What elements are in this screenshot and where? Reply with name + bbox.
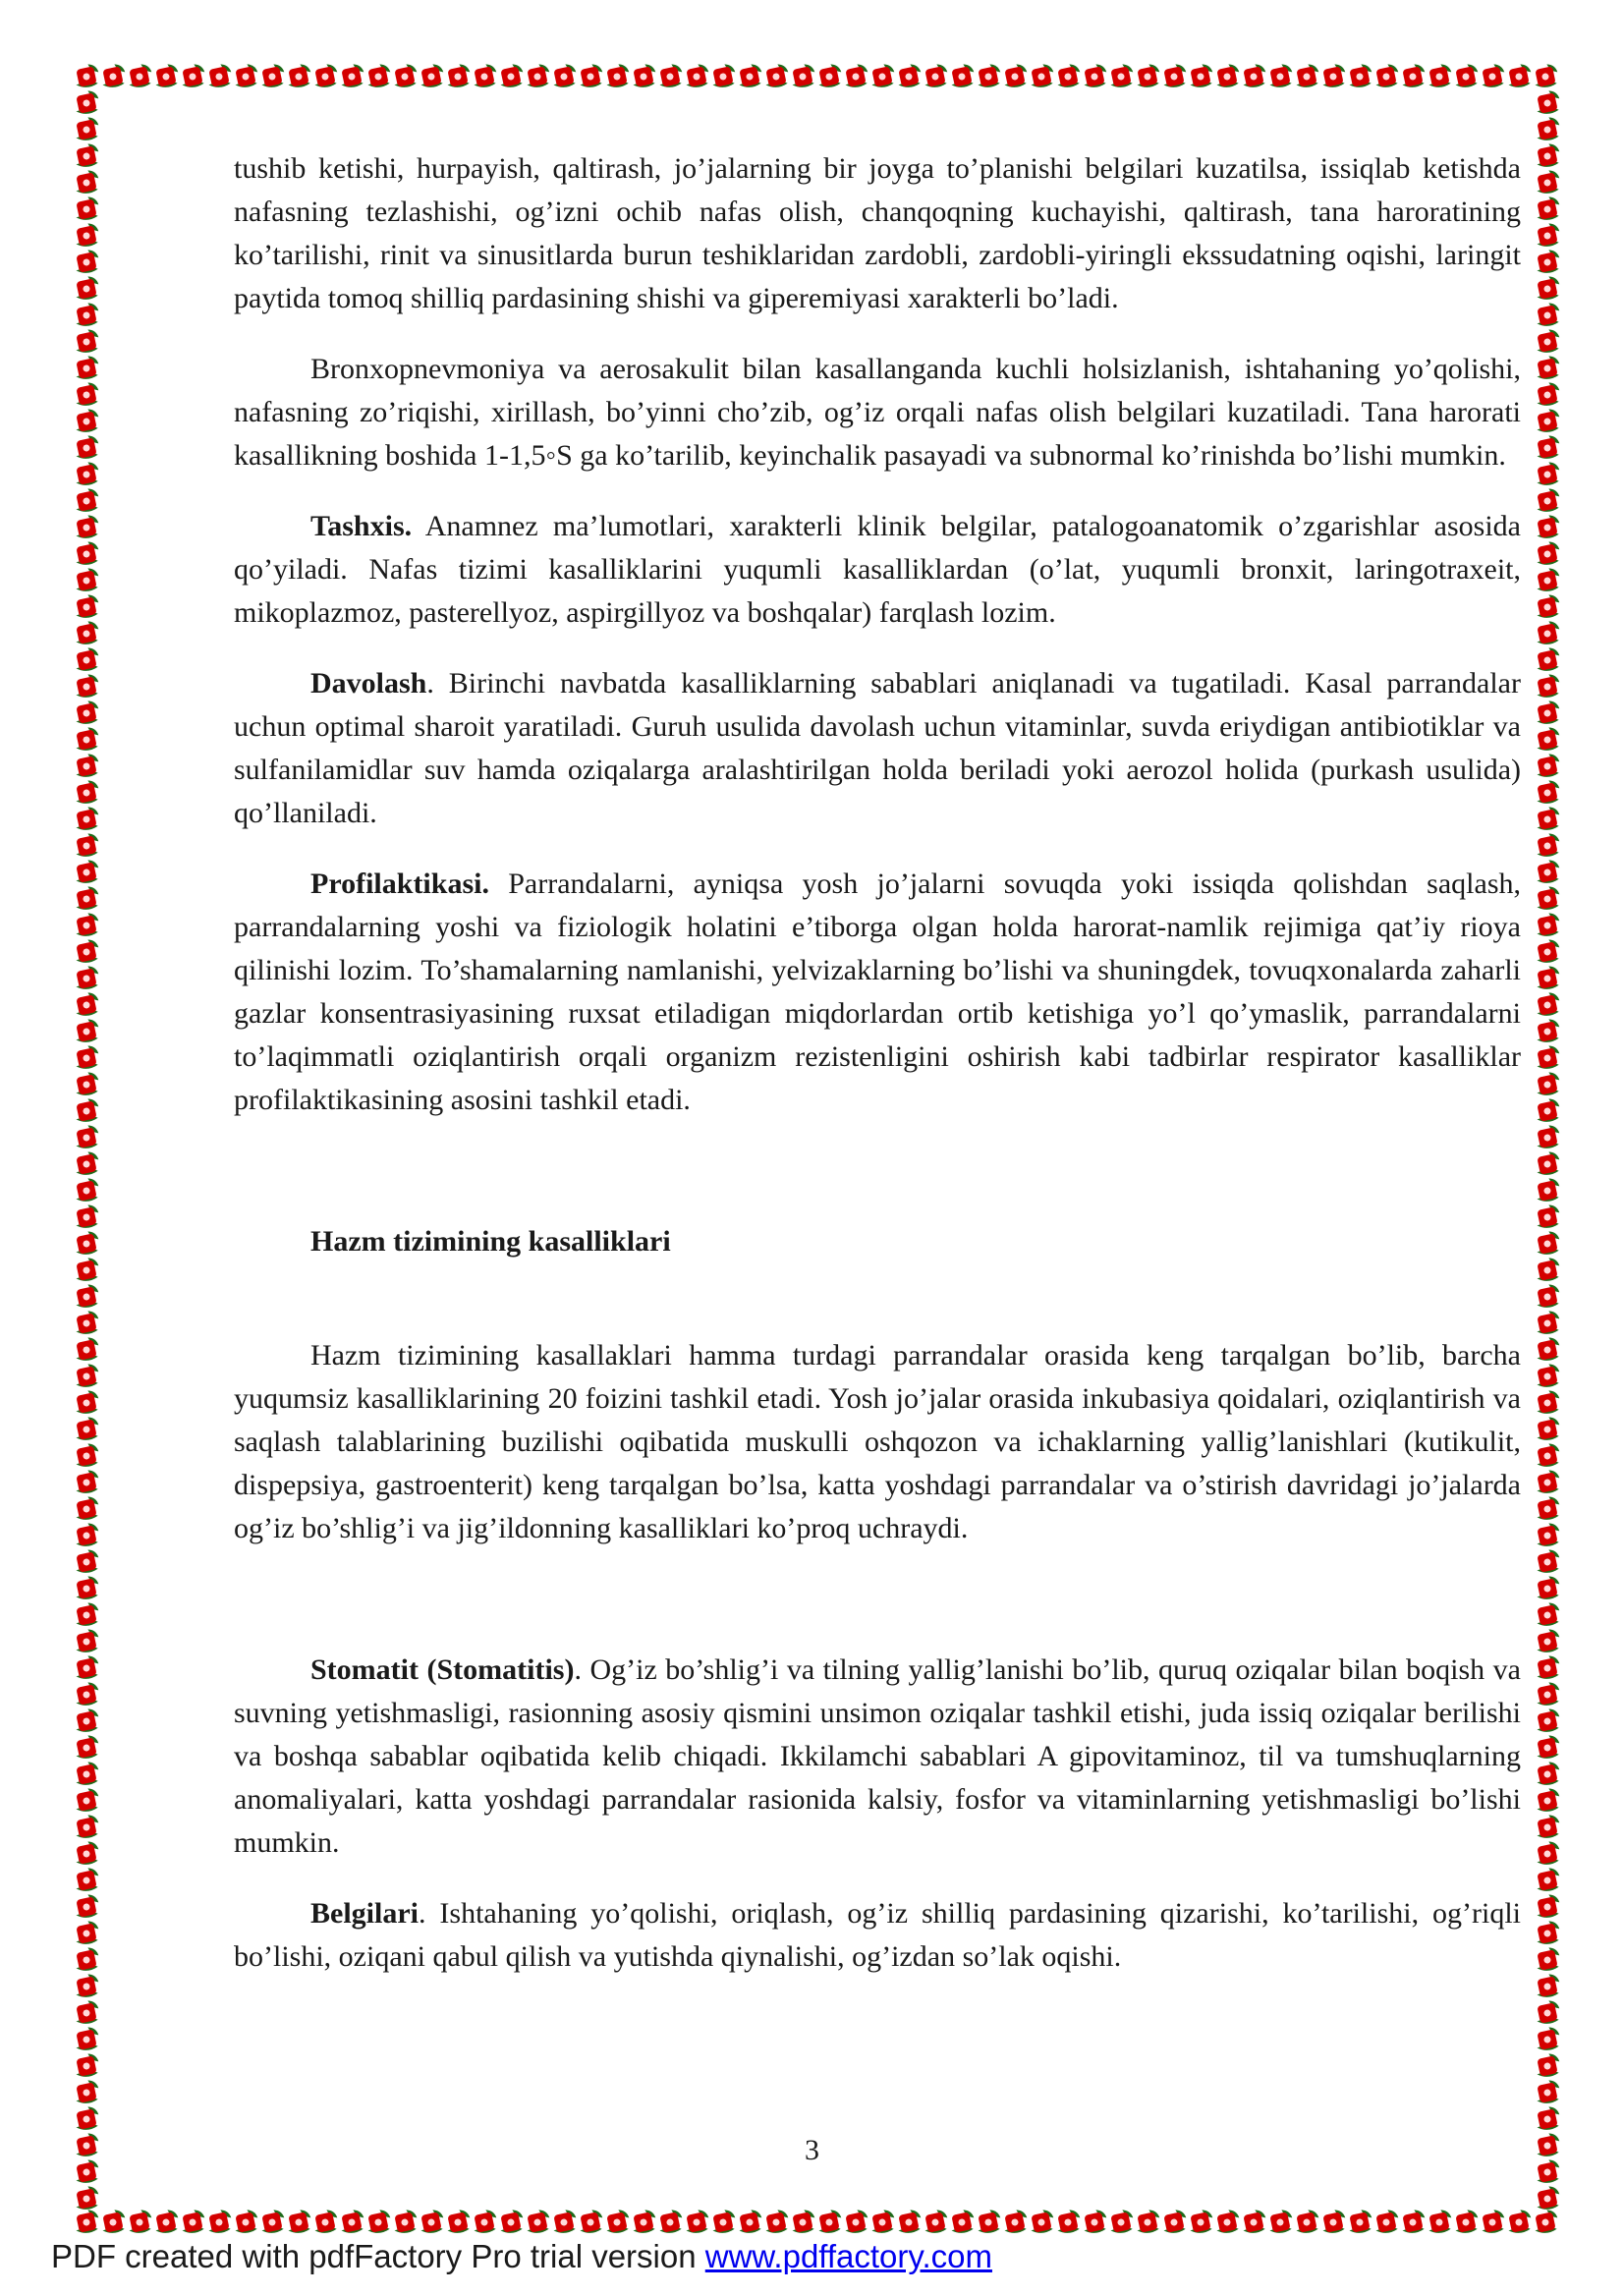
red-flower-icon xyxy=(444,2209,473,2236)
red-flower-icon xyxy=(1479,63,1507,90)
red-flower-icon xyxy=(1452,63,1481,90)
red-flower-icon xyxy=(1534,938,1562,966)
red-flower-icon xyxy=(73,540,101,568)
red-flower-icon xyxy=(630,2209,658,2236)
red-flower-icon xyxy=(1534,1018,1562,1045)
red-flower-icon xyxy=(1534,1283,1562,1311)
red-flower-icon xyxy=(73,1336,101,1364)
red-flower-icon xyxy=(1534,1601,1562,1629)
red-flower-icon xyxy=(1534,1761,1562,1788)
red-flower-icon xyxy=(73,1548,101,1576)
red-flower-icon xyxy=(789,2209,817,2236)
red-flower-icon xyxy=(1534,620,1562,647)
red-flower-icon xyxy=(1534,1522,1562,1549)
red-flower-icon xyxy=(73,1442,101,1470)
red-flower-icon xyxy=(497,63,526,90)
red-flower-icon xyxy=(73,1708,101,1735)
red-flower-icon xyxy=(73,1097,101,1125)
red-flower-icon xyxy=(391,2209,420,2236)
red-flower-icon xyxy=(1213,63,1242,90)
footer-link[interactable]: www.pdffactory.com xyxy=(704,2238,992,2274)
red-flower-icon xyxy=(179,63,207,90)
pdf-footer xyxy=(51,2238,992,2275)
red-flower-icon xyxy=(285,63,313,90)
red-flower-icon xyxy=(1240,63,1268,90)
red-flower-icon xyxy=(1534,169,1562,196)
red-flower-icon xyxy=(603,63,632,90)
red-flower-icon xyxy=(73,1044,101,1072)
red-flower-icon xyxy=(577,2209,605,2236)
red-flower-icon xyxy=(205,2209,234,2236)
red-flower-icon xyxy=(1505,2209,1534,2236)
red-flower-icon xyxy=(73,2185,101,2212)
red-flower-icon xyxy=(1160,2209,1189,2236)
red-flower-icon xyxy=(1534,1840,1562,1868)
red-flower-icon xyxy=(1534,487,1562,515)
red-flower-icon xyxy=(1534,142,1562,170)
red-flower-icon xyxy=(73,885,101,913)
red-flower-icon xyxy=(550,2209,579,2236)
red-flower-icon xyxy=(1534,2052,1562,2080)
red-flower-icon xyxy=(73,1177,101,1204)
red-flower-icon xyxy=(1534,1495,1562,1523)
red-flower-icon xyxy=(895,2209,924,2236)
red-flower-icon xyxy=(975,63,1003,90)
red-flower-icon xyxy=(73,1018,101,1045)
red-flower-icon xyxy=(73,593,101,621)
red-flower-icon xyxy=(1534,646,1562,674)
red-flower-icon xyxy=(1534,222,1562,250)
red-flower-icon xyxy=(842,63,870,90)
paragraph-profilaktikasi: Profilaktikasi. Parrandalarni, ayniqsa yosh jo’jalarni sovuqda yoki issiqda qolishdan saqlash, parrandalarning yoshi va fiziologik holatini e’tiborga olgan holda harorat-namlik rejimiga qat’iy rioya qilinishi lozim. To’shamalarning namlanishi, yelvizaklarning bo’lishi va shuningdek, tovuqxonalarda zaharli gazlar konsentrasiyasining ruxsat etiladigan miqdorlardan ortib ketishiga yo’l qo’ymaslik, parrandalarni to’laqimmatli oziqlantirish orqali organizm rezistenligini oshirish kabi tadbirlar respirator kasalliklar profilaktikasining asosini tashkil etadi. xyxy=(234,868,1521,1116)
red-flower-icon xyxy=(73,222,101,250)
red-flower-icon xyxy=(258,2209,287,2236)
red-flower-icon xyxy=(73,1973,101,2000)
red-flower-icon xyxy=(1534,434,1562,462)
red-flower-icon xyxy=(418,2209,446,2236)
red-flower-icon xyxy=(1534,1548,1562,1576)
red-flower-icon xyxy=(1534,275,1562,303)
red-flower-icon xyxy=(1534,116,1562,143)
red-flower-icon xyxy=(1266,2209,1295,2236)
red-flower-icon xyxy=(73,249,101,276)
red-flower-icon xyxy=(683,2209,711,2236)
red-flower-icon xyxy=(232,2209,260,2236)
red-flower-icon xyxy=(73,2026,101,2053)
red-flower-icon xyxy=(815,2209,844,2236)
red-flower-icon xyxy=(73,567,101,594)
paragraph-stomatit: Stomatit (Stomatitis). Og’iz bo’shlig’i va tilning yallig’lanishi bo’lib, quruq oziqalar bilan boqish va suvning yetishmasligi, rasionning asosiy qismini unsimon oziqalar tashkil etishi, juda issiq oziqalar berilishi va boshqa sabablar oqibatida kelib chiqadi. Ikkilamchi sabablari A gipovitaminoz, til va tumshuqlarning anomaliyalari, katta yoshdagi parrandalar rasionida kalsiy, fosfor va vitaminlarning yetishmasligi bo’lishi mumkin. xyxy=(234,1653,1521,1859)
red-flower-icon xyxy=(73,89,101,117)
red-flower-icon xyxy=(1426,63,1454,90)
red-flower-icon xyxy=(1319,2209,1348,2236)
red-flower-icon xyxy=(73,1734,101,1762)
red-flower-icon xyxy=(73,1575,101,1602)
red-flower-icon xyxy=(73,434,101,462)
red-flower-icon xyxy=(73,938,101,966)
red-flower-icon xyxy=(1187,2209,1215,2236)
red-flower-icon xyxy=(73,726,101,754)
red-flower-icon xyxy=(73,620,101,647)
red-flower-icon xyxy=(73,1230,101,1258)
red-flower-icon xyxy=(524,2209,552,2236)
lead-davolash: Davolash xyxy=(310,667,427,700)
red-flower-icon xyxy=(975,2209,1003,2236)
red-flower-icon xyxy=(1399,2209,1428,2236)
red-flower-icon xyxy=(1534,832,1562,860)
red-flower-icon xyxy=(922,2209,950,2236)
section-heading: Hazm tizimining kasalliklari xyxy=(310,1225,671,1258)
red-flower-icon xyxy=(709,63,738,90)
red-flower-icon xyxy=(1534,1814,1562,1841)
red-flower-icon xyxy=(73,63,101,90)
red-flower-icon xyxy=(391,63,420,90)
red-flower-icon xyxy=(73,1150,101,1178)
document-body xyxy=(234,147,1521,2006)
red-flower-icon xyxy=(1534,540,1562,568)
red-flower-icon xyxy=(1534,2185,1562,2212)
red-flower-icon xyxy=(285,2209,313,2236)
red-flower-icon xyxy=(1534,1044,1562,1072)
red-flower-icon xyxy=(1534,89,1562,117)
red-flower-icon xyxy=(1134,63,1162,90)
red-flower-icon xyxy=(73,142,101,170)
red-flower-icon xyxy=(1534,1363,1562,1390)
red-flower-icon xyxy=(1534,2026,1562,2053)
red-flower-icon xyxy=(73,2052,101,2080)
red-flower-icon xyxy=(656,2209,685,2236)
red-flower-icon xyxy=(126,2209,154,2236)
red-flower-icon xyxy=(1534,196,1562,223)
red-flower-icon xyxy=(311,63,340,90)
red-flower-icon xyxy=(73,1787,101,1815)
red-flower-icon xyxy=(1452,2209,1481,2236)
red-flower-icon xyxy=(1160,63,1189,90)
red-flower-icon xyxy=(1534,1310,1562,1337)
red-flower-icon xyxy=(1534,1999,1562,2027)
red-flower-icon xyxy=(736,63,764,90)
red-flower-icon xyxy=(1534,1708,1562,1735)
red-flower-icon xyxy=(152,63,181,90)
red-flower-icon xyxy=(1534,1336,1562,1364)
red-flower-icon xyxy=(1534,1946,1562,1974)
red-flower-icon xyxy=(550,63,579,90)
red-flower-icon xyxy=(99,2209,128,2236)
red-flower-icon xyxy=(1534,1787,1562,1815)
red-flower-icon xyxy=(73,461,101,488)
red-flower-icon xyxy=(73,355,101,382)
red-flower-icon xyxy=(73,1761,101,1788)
red-flower-icon xyxy=(73,1654,101,1682)
red-flower-icon xyxy=(1534,2079,1562,2106)
red-flower-icon xyxy=(1372,2209,1401,2236)
red-flower-icon xyxy=(1534,1893,1562,1921)
red-flower-icon xyxy=(73,1283,101,1311)
red-flower-icon xyxy=(126,63,154,90)
red-flower-icon xyxy=(1134,2209,1162,2236)
red-flower-icon xyxy=(1534,408,1562,435)
red-flower-icon xyxy=(73,196,101,223)
red-flower-icon xyxy=(73,753,101,780)
red-flower-icon xyxy=(1319,63,1348,90)
red-flower-icon xyxy=(1534,806,1562,833)
red-flower-icon xyxy=(205,63,234,90)
red-flower-icon xyxy=(73,646,101,674)
red-flower-icon xyxy=(1534,885,1562,913)
red-flower-icon xyxy=(1534,1177,1562,1204)
red-flower-icon xyxy=(1054,2209,1083,2236)
red-flower-icon xyxy=(73,116,101,143)
red-flower-icon xyxy=(73,965,101,992)
red-flower-icon xyxy=(1534,1973,1562,2000)
red-flower-icon xyxy=(709,2209,738,2236)
red-flower-icon xyxy=(364,2209,393,2236)
red-flower-icon xyxy=(73,275,101,303)
red-flower-icon xyxy=(444,63,473,90)
red-flower-icon xyxy=(73,1416,101,1443)
red-flower-icon xyxy=(1534,249,1562,276)
lead-belgilari: Belgilari xyxy=(310,1897,419,1930)
red-flower-icon xyxy=(1534,1389,1562,1417)
red-flower-icon xyxy=(1534,1150,1562,1178)
red-flower-icon xyxy=(471,2209,499,2236)
red-flower-icon xyxy=(1534,1124,1562,1151)
red-flower-icon xyxy=(73,2209,101,2236)
red-flower-icon xyxy=(1534,673,1562,700)
red-flower-icon xyxy=(1534,461,1562,488)
red-flower-icon xyxy=(73,859,101,886)
red-flower-icon xyxy=(338,2209,366,2236)
red-flower-icon xyxy=(1187,63,1215,90)
red-flower-icon xyxy=(73,1124,101,1151)
red-flower-icon xyxy=(73,1601,101,1629)
red-flower-icon xyxy=(1266,63,1295,90)
red-flower-icon xyxy=(1534,328,1562,356)
red-flower-icon xyxy=(1534,1920,1562,1947)
red-flower-icon xyxy=(73,1681,101,1708)
red-flower-icon xyxy=(1346,2209,1374,2236)
red-flower-icon xyxy=(73,1867,101,1894)
red-flower-icon xyxy=(73,673,101,700)
red-flower-icon xyxy=(1534,302,1562,329)
red-flower-icon xyxy=(1534,1734,1562,1762)
red-flower-icon xyxy=(338,63,366,90)
red-flower-icon xyxy=(1534,965,1562,992)
red-flower-icon xyxy=(603,2209,632,2236)
red-flower-icon xyxy=(73,832,101,860)
red-flower-icon xyxy=(762,63,791,90)
red-flower-icon xyxy=(73,1999,101,2027)
red-flower-icon xyxy=(1001,2209,1030,2236)
red-flower-icon xyxy=(471,63,499,90)
red-flower-icon xyxy=(1028,2209,1056,2236)
red-flower-icon xyxy=(1534,1681,1562,1708)
red-flower-icon xyxy=(868,63,897,90)
red-flower-icon xyxy=(418,63,446,90)
red-flower-icon xyxy=(152,2209,181,2236)
red-flower-icon xyxy=(73,1946,101,1974)
red-flower-icon xyxy=(1240,2209,1268,2236)
red-flower-icon xyxy=(1532,63,1560,90)
red-flower-icon xyxy=(73,1389,101,1417)
red-flower-icon xyxy=(1426,2209,1454,2236)
red-flower-icon xyxy=(73,1204,101,1231)
red-flower-icon xyxy=(99,63,128,90)
red-flower-icon xyxy=(73,1628,101,1655)
red-flower-icon xyxy=(1081,63,1109,90)
red-flower-icon xyxy=(922,63,950,90)
red-flower-icon xyxy=(948,63,977,90)
red-flower-icon xyxy=(1534,593,1562,621)
red-flower-icon xyxy=(73,1920,101,1947)
red-flower-icon xyxy=(1293,2209,1321,2236)
red-flower-icon xyxy=(73,381,101,409)
red-flower-icon xyxy=(73,991,101,1019)
red-flower-icon xyxy=(948,2209,977,2236)
red-flower-icon xyxy=(311,2209,340,2236)
red-flower-icon xyxy=(232,63,260,90)
red-flower-icon xyxy=(73,1840,101,1868)
red-flower-icon xyxy=(1534,1071,1562,1098)
paragraph-hazm: Hazm tizimining kasallaklari hamma turdagi parrandalar orasida keng tarqalgan bo’lib, barcha yuqumsiz kasalliklarining 20 foizini tashkil etadi. Yosh jo’jalar orasida inkubasiya qoidalari, oziqlantirish va saqlash talablarining buzilishi oqibatida muskulli oshqozon va ichaklarning yallig’lanishlari (kutikulit, dispepsiya, gastroenterit) keng tarqalgan bo’lsa, katta yoshdagi parrandalar va o’stirish davridagi jo’jalarda og’iz bo’shlig’i va jig’ildonning kasalliklari ko’proq uchraydi. xyxy=(234,1339,1521,1544)
red-flower-icon xyxy=(73,302,101,329)
paragraph-2: Bronxopnevmoniya va aerosakulit bilan kasallanganda kuchli holsizlanish, ishtahaning yo’qolishi, nafasning zo’riqishi, xirillash, bo’yinni cho’zib, og’iz orqali nafas olish belgilari kuzatiladi. Tana harorati kasallikning boshida 1-1,5◦S ga ko’tarilib, keyinchalik pasayadi va subnormal ko’rinishda bo’lishi mumkin. xyxy=(234,353,1521,472)
red-flower-icon xyxy=(1534,1257,1562,1284)
red-flower-icon xyxy=(73,487,101,515)
red-flower-icon xyxy=(1399,63,1428,90)
red-flower-icon xyxy=(630,63,658,90)
red-flower-icon xyxy=(656,63,685,90)
red-flower-icon xyxy=(842,2209,870,2236)
red-flower-icon xyxy=(258,63,287,90)
lead-tashxis: Tashxis. xyxy=(310,510,413,542)
red-flower-icon xyxy=(1346,63,1374,90)
red-flower-icon xyxy=(179,2209,207,2236)
paragraph-belgilari: Belgilari. Ishtahaning yo’qolishi, oriqlash, og’iz shilliq pardasining qizarishi, ko’tarilishi, og’riqli bo’lishi, oziqani qabul qilish va yutishda qiynalishi, og’izdan so’lak oqishi. xyxy=(234,1897,1521,1973)
red-flower-icon xyxy=(1534,1628,1562,1655)
red-flower-icon xyxy=(73,1495,101,1523)
red-flower-icon xyxy=(1532,2209,1560,2236)
red-flower-icon xyxy=(1534,514,1562,541)
red-flower-icon xyxy=(1534,1442,1562,1470)
red-flower-icon xyxy=(1534,859,1562,886)
red-flower-icon xyxy=(73,1363,101,1390)
red-flower-icon xyxy=(815,63,844,90)
red-flower-icon xyxy=(1293,63,1321,90)
red-flower-icon xyxy=(1534,1230,1562,1258)
red-flower-icon xyxy=(1534,1097,1562,1125)
red-flower-icon xyxy=(1534,1867,1562,1894)
paragraph-davolash: Davolash. Birinchi navbatda kasalliklarning sabablari aniqlanadi va tugatiladi. Kasal parrandalar uchun optimal sharoit yaratiladi. Guruh usulida davolash uchun vitaminlar, suvda eriydigan antibiotiklar va sulfanilamidlar suv hamda oziqalarga aralashtirilgan holda beriladi yoki aerozol holida (purkash usulida) qo’llaniladi. xyxy=(234,667,1521,829)
red-flower-icon xyxy=(73,700,101,727)
paragraph-tashxis: Tashxis. Anamnez ma’lumotlari, xarakterli klinik belgilar, patalogoanatomik o’zgarishlar asosida qo’yiladi. Nafas tizimi kasalliklarini yuqumli kasalliklardan (o’lat, yuqumli bronxit, laringotraxeit, mikoplazmoz, pasterellyoz, aspirgillyoz va boshqalar) farqlash lozim. xyxy=(234,510,1521,629)
red-flower-icon xyxy=(1534,700,1562,727)
red-flower-icon xyxy=(73,1469,101,1496)
red-flower-icon xyxy=(1534,726,1562,754)
red-flower-icon xyxy=(1534,1204,1562,1231)
red-flower-icon xyxy=(1534,753,1562,780)
red-flower-icon xyxy=(895,63,924,90)
red-flower-icon xyxy=(1534,991,1562,1019)
red-flower-icon xyxy=(73,1310,101,1337)
lead-stomatit: Stomatit (Stomatitis) xyxy=(310,1653,575,1686)
red-flower-icon xyxy=(73,1071,101,1098)
red-flower-icon xyxy=(73,2105,101,2133)
red-flower-icon xyxy=(73,1893,101,1921)
red-flower-icon xyxy=(73,806,101,833)
red-flower-icon xyxy=(1534,912,1562,939)
red-flower-icon xyxy=(736,2209,764,2236)
page-number: 3 xyxy=(805,2134,819,2166)
red-flower-icon xyxy=(73,408,101,435)
red-flower-icon xyxy=(1534,355,1562,382)
red-flower-icon xyxy=(73,328,101,356)
red-flower-icon xyxy=(73,2079,101,2106)
red-flower-icon xyxy=(577,63,605,90)
red-flower-icon xyxy=(1534,1575,1562,1602)
red-flower-icon xyxy=(868,2209,897,2236)
red-flower-icon xyxy=(1054,63,1083,90)
red-flower-icon xyxy=(1372,63,1401,90)
red-flower-icon xyxy=(524,63,552,90)
red-flower-icon xyxy=(762,2209,791,2236)
red-flower-icon xyxy=(73,779,101,807)
red-flower-icon xyxy=(1534,381,1562,409)
red-flower-icon xyxy=(73,1814,101,1841)
red-flower-icon xyxy=(1534,1469,1562,1496)
red-flower-icon xyxy=(497,2209,526,2236)
red-flower-icon xyxy=(73,169,101,196)
red-flower-icon xyxy=(1107,2209,1136,2236)
red-flower-icon xyxy=(1081,2209,1109,2236)
red-flower-icon xyxy=(1534,1416,1562,1443)
red-flower-icon xyxy=(73,912,101,939)
red-flower-icon xyxy=(1534,779,1562,807)
red-flower-icon xyxy=(1505,63,1534,90)
paragraph-1: tushib ketishi, hurpayish, qaltirash, jo’jalarning bir joyga to’planishi belgilari kuzatilsa, issiqlab ketishda nafasning tezlashishi, og’izni ochib nafas olish, chanqoqning kuchayishi, qaltirash, tana haroratining ko’tarilishi, rinit va sinusitlarda burun teshiklaridan zardobli, zardobli-yiringli ekssudatning oqishi, laringit paytida tomoq shilliq pardasining shishi va giperemiyasi xarakterli bo’ladi. xyxy=(234,152,1521,314)
red-flower-icon xyxy=(1107,63,1136,90)
red-flower-icon xyxy=(683,63,711,90)
red-flower-icon xyxy=(1479,2209,1507,2236)
lead-profilaktikasi: Profilaktikasi. xyxy=(310,868,489,900)
red-flower-icon xyxy=(1028,63,1056,90)
red-flower-icon xyxy=(1534,567,1562,594)
red-flower-icon xyxy=(73,1257,101,1284)
red-flower-icon xyxy=(73,514,101,541)
red-flower-icon xyxy=(364,63,393,90)
red-flower-icon xyxy=(73,1522,101,1549)
red-flower-icon xyxy=(1001,63,1030,90)
red-flower-icon xyxy=(1534,1654,1562,1682)
red-flower-icon xyxy=(789,63,817,90)
footer-text: PDF created with pdfFactory Pro trial version xyxy=(51,2238,705,2274)
red-flower-icon xyxy=(1213,2209,1242,2236)
red-flower-icon xyxy=(1534,2105,1562,2133)
